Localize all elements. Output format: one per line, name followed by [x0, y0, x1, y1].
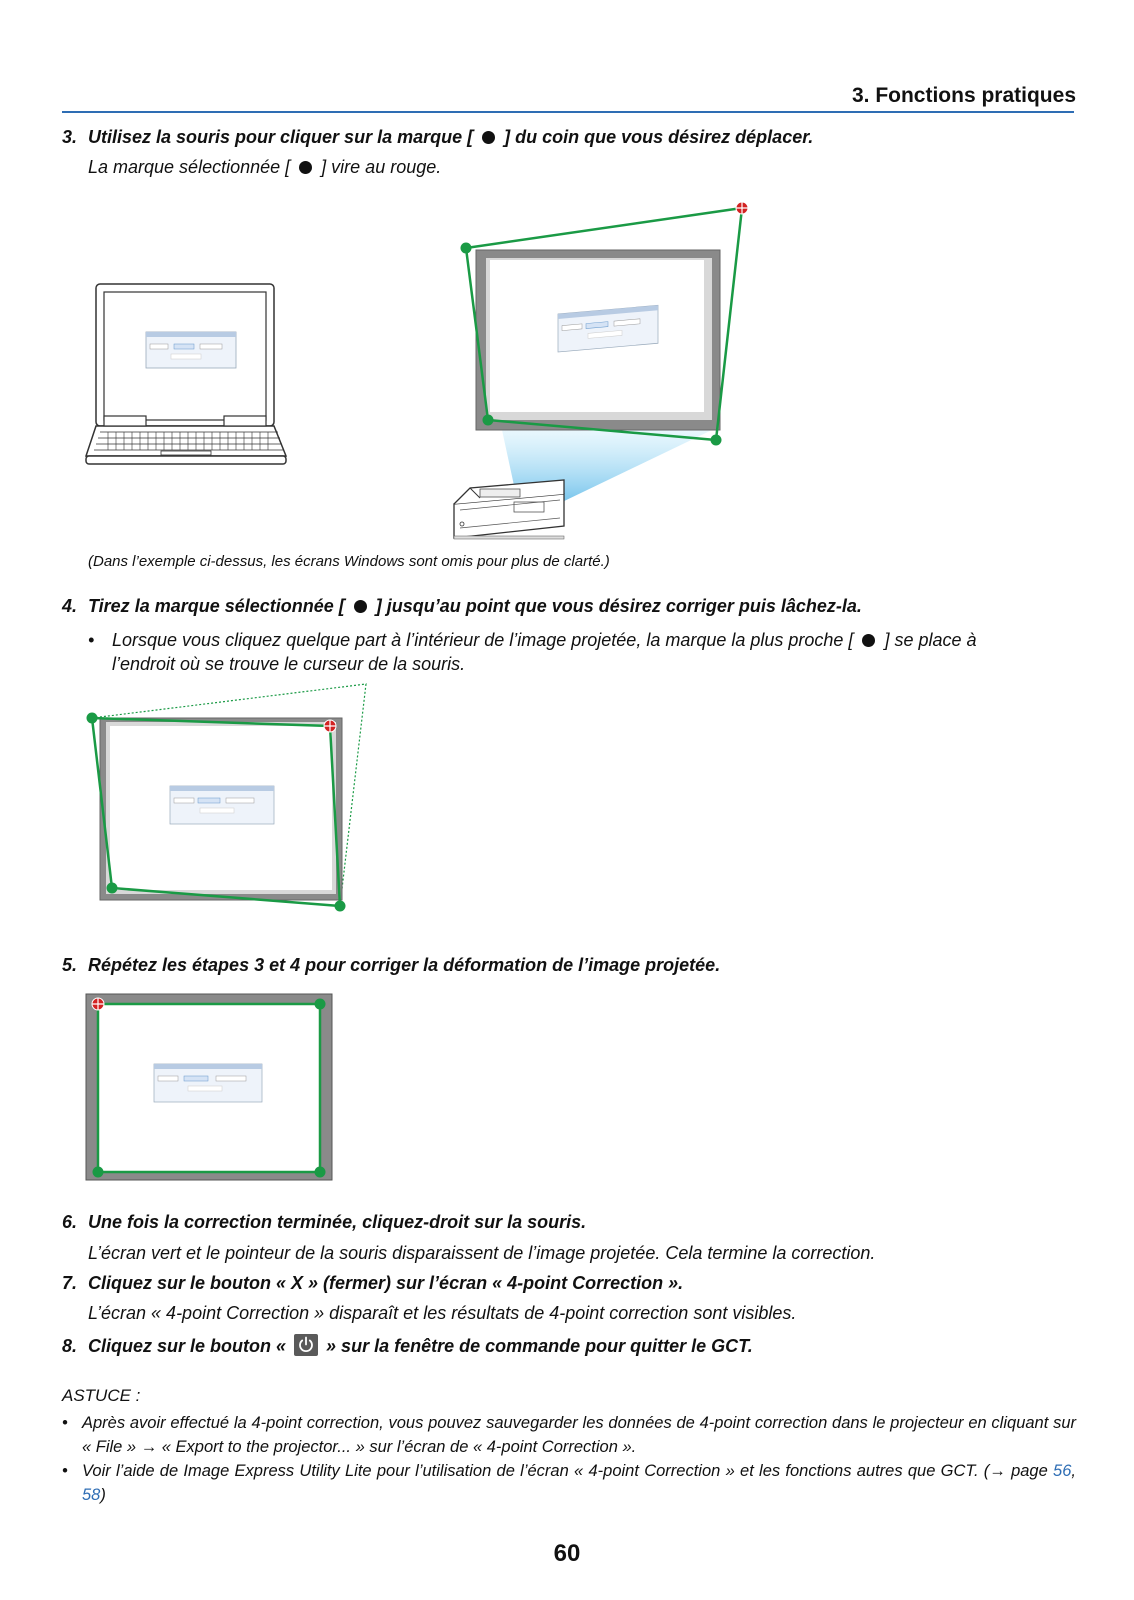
step-3-detail-post: ] vire au rouge.: [321, 157, 442, 177]
step-8-text-post: » sur la fenêtre de commande pour quitter le GCT.: [326, 1336, 753, 1356]
step-8-number: 8.: [62, 1336, 78, 1356]
step-4-text-pre: Tirez la marque sélectionnée [: [88, 596, 345, 616]
projection-illustration-step3: [440, 198, 770, 558]
step-4-bullet-post: ] se place à: [884, 630, 977, 650]
step-3-instruction: [62, 127, 813, 148]
step-4-bullet-pre: Lorsque vous cliquez quelque part à l’intérieur de l’image projetée, la marque la plus proche [: [112, 630, 854, 650]
projection-illustration-step5: [86, 994, 336, 1184]
step-4-text-post: ] jusqu’au point que vous désirez corriger puis lâchez-la.: [375, 596, 862, 616]
section-title: 3. Fonctions pratiques: [851, 84, 1076, 107]
projection-illustration-step4: [84, 684, 384, 924]
step-7-text: Cliquez sur le bouton « X » (fermer) sur l’écran « 4-point Correction ».: [88, 1273, 684, 1293]
laptop-illustration: [86, 282, 292, 472]
step-7-number: 7.: [62, 1273, 78, 1293]
step-4-bullet-line2: l’endroit où se trouve le curseur de la souris.: [112, 654, 466, 674]
step-7-detail: L’écran « 4-point Correction » disparaît et les résultats de 4-point correction sont visibles.: [88, 1303, 797, 1323]
corner-marker-icon: [354, 600, 367, 613]
page-link-58[interactable]: 58: [82, 1486, 101, 1504]
step-5-number: 5.: [62, 955, 78, 975]
page-number: 60: [553, 1540, 581, 1567]
corner-marker-icon: [862, 634, 875, 647]
step-5-instruction: [62, 955, 720, 976]
link-separator: ,: [1071, 1462, 1076, 1480]
header-divider: [62, 111, 1074, 113]
step-8-instruction: [62, 1334, 753, 1357]
page-link-56[interactable]: 56: [1053, 1462, 1072, 1480]
step-3-text-pre: Utilisez la souris pour cliquer sur la marque [: [88, 127, 474, 147]
corner-marker-icon: [299, 161, 312, 174]
tip-item-2: [62, 1459, 1076, 1507]
tip-1-text: Après avoir effectué la 4-point correction, vous pouvez sauvegarder les données de 4-point correction dans le projecteur en cliquant sur « File » → « Export to the projector... » sur l’écran de « 4-point Correction ».: [82, 1414, 1076, 1456]
projector-icon: [454, 480, 564, 539]
tip-heading: ASTUCE :: [62, 1386, 141, 1405]
bullet-mark: •: [88, 630, 95, 650]
step-4-number: 4.: [62, 596, 78, 616]
step-3-detail: [88, 157, 441, 178]
step-8-text-pre: Cliquez sur le bouton «: [88, 1336, 287, 1356]
step-3-text-post: ] du coin que vous désirez déplacer.: [504, 127, 814, 147]
selected-corner-marker-icon: [92, 998, 104, 1010]
corner-marker-icon: [482, 131, 495, 144]
step-3-number: 3.: [62, 127, 78, 147]
bullet-mark: •: [62, 1414, 68, 1432]
selected-corner-marker-icon: [324, 720, 336, 732]
power-icon: [294, 1334, 318, 1356]
step-5-text: Répétez les étapes 3 et 4 pour corriger la déformation de l’image projetée.: [88, 955, 721, 975]
step-6-number: 6.: [62, 1212, 78, 1232]
illustration-caption: (Dans l’exemple ci-dessus, les écrans Windows sont omis pour plus de clarté.): [88, 553, 610, 570]
selected-corner-marker-icon: [736, 202, 748, 214]
step-6-instruction: [62, 1212, 586, 1233]
step-6-text: Une fois la correction terminée, cliquez-droit sur la souris.: [88, 1212, 587, 1232]
tip-2-text: Voir l’aide de Image Express Utility Lite pour l’utilisation de l’écran « 4-point Correction » et les fonctions autres que GCT. (→ page: [82, 1462, 1054, 1480]
step-6-detail: L’écran vert et le pointeur de la souris disparaissent de l’image projetée. Cela termine la correction.: [88, 1243, 876, 1263]
tip-item-1: [62, 1411, 1076, 1459]
tip-2-close: ): [100, 1486, 106, 1504]
step-3-detail-pre: La marque sélectionnée [: [88, 157, 291, 177]
step-4-instruction: [62, 596, 862, 617]
step-7-instruction: [62, 1273, 683, 1294]
step-4-bullet: [88, 628, 1076, 676]
bullet-mark: •: [62, 1462, 68, 1480]
